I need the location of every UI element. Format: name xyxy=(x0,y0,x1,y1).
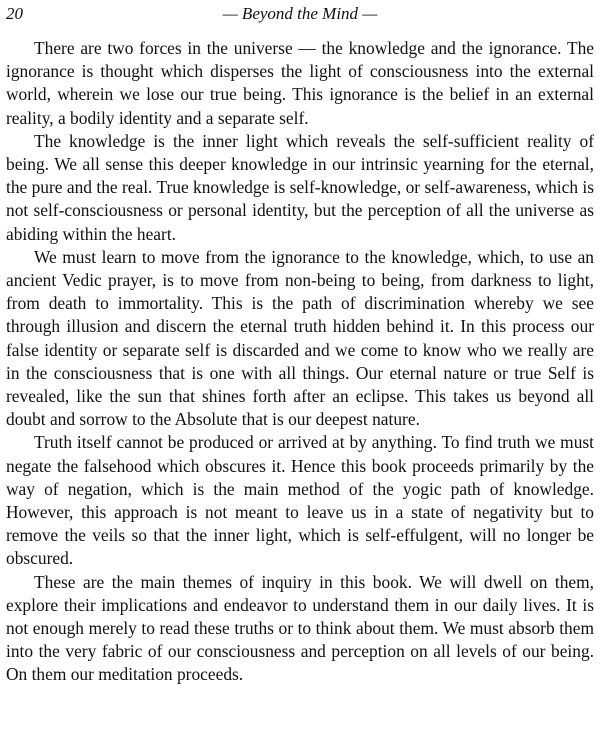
page-header xyxy=(6,4,594,28)
paragraph: Truth itself cannot be produced or arrived at by anything. To find truth we must negate the falsehood which obscures it. Hence this book proceeds primarily by the way of negation, which is the main method of the yogic path of knowledge. However, this approach is not meant to leave us in a state of negativity but to remove the veils so that the inner light, which is self-effulgent, will no longer be obscured. xyxy=(6,432,594,569)
paragraph: The knowledge is the inner light which reveals the self-sufficient reality of being. We all sense this deeper knowledge in our intrinsic yearning for the eternal, the pure and the real. True knowledge is self-knowledge, or self-awareness, which is not self-consciousness or personal identity, but the perception of all the universe as abiding within the heart. xyxy=(6,130,594,244)
body-text xyxy=(6,37,594,687)
paragraph: We must learn to move from the ignorance to the knowledge, which, to use an ancient Vedic prayer, is to move from non-being to being, from darkness to light, from death to immortality. This is the path of discrimination whereby we see through illusion and discern the eternal truth hidden behind it. In this process our false identity or separate self is discarded and we come to know who we really are in the consciousness that is one with all things. Our eternal nature or true Self is revealed, like the sun that shines forth after an eclipse. This takes us beyond all doubt and sorrow to the Absolute that is our deepest nature. xyxy=(6,246,594,430)
paragraph: There are two forces in the universe — the knowledge and the ignorance. The ignorance is thought which disperses the light of consciousness into the external world, wherein we lose our true being. This ignorance is the belief in an external reality, a bodily identity and a separate self. xyxy=(6,38,594,128)
running-title: — Beyond the Mind — xyxy=(222,4,378,23)
page-number: 20 xyxy=(6,4,23,23)
paragraph: These are the main themes of inquiry in this book. We will dwell on them, explore their implications and endeavor to understand them in our daily lives. It is not enough merely to read these truths or to think about them. We must absorb them into the very fabric of our consciousness and perception on all levels of our being. On them our meditation proceeds. xyxy=(6,571,594,685)
